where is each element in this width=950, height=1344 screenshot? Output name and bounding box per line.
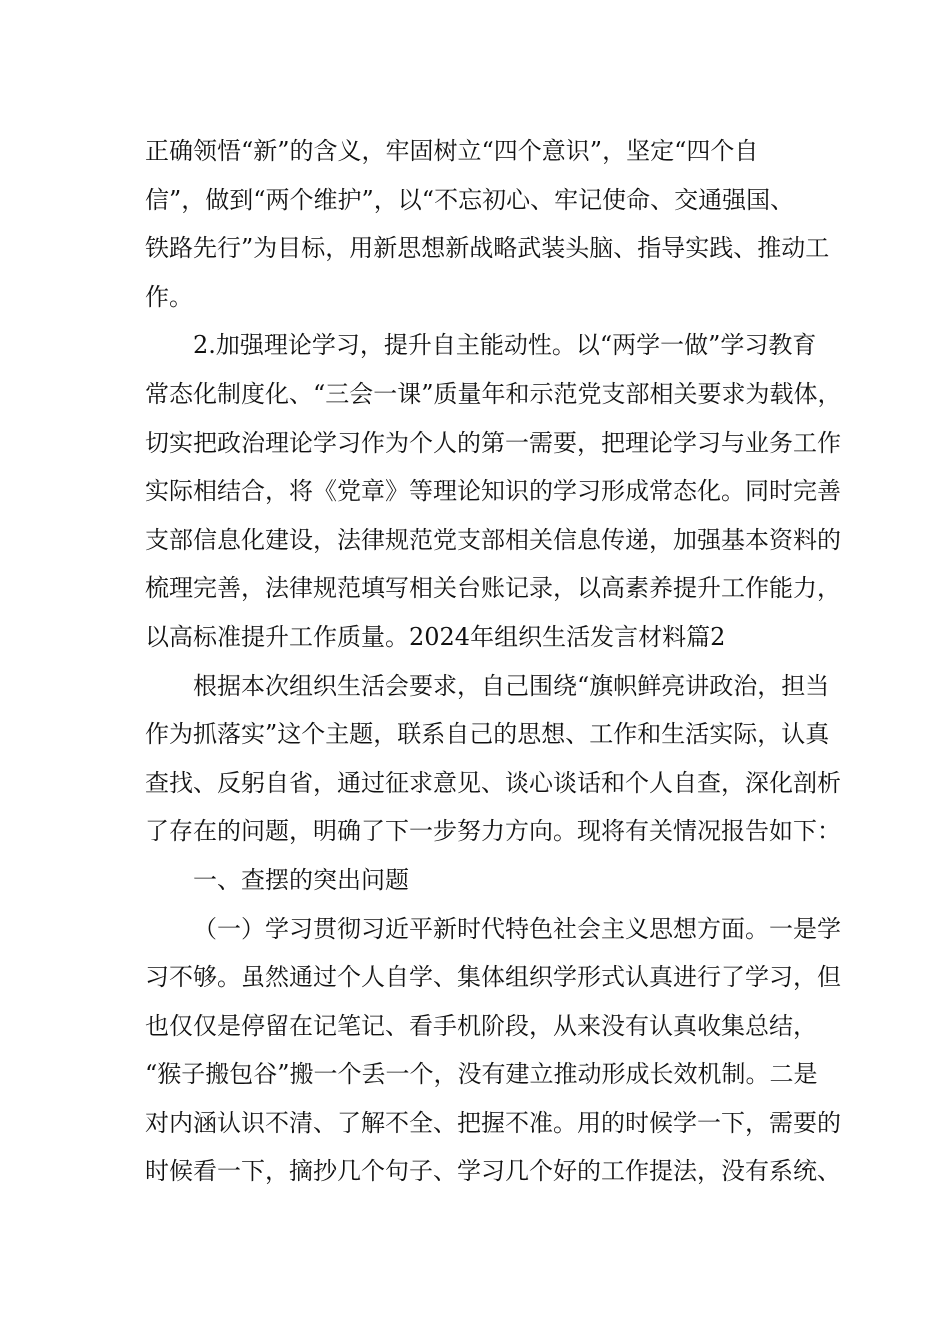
text-line: 作。 (145, 282, 193, 311)
text-line: 支部信息化建设，法律规范党支部相关信息传递，加强基本资料的 (145, 525, 841, 554)
text-line: 正确领悟“新”的含义，牢固树立“四个意识”，坚定“四个自 (145, 137, 759, 165)
document-body (145, 127, 842, 1196)
paragraph-start-line: 2.加强理论学习，提升自主能动性。以“两学一做”学习教育 (193, 331, 817, 360)
text-line: 常态化制度化、“三会一课”质量年和示范党支部相关要求为载体， (145, 379, 842, 408)
text-line: 梳理完善，法律规范填写相关台账记录，以高素养提升工作能力， (145, 574, 841, 603)
text-line: 时候看一下，摘抄几个句子、学习几个好的工作提法，没有系统、 (145, 1157, 841, 1186)
text-line: 信”，做到“两个维护”，以“不忘初心、牢记使命、交通强国、 (145, 185, 795, 214)
text-line: “猴子搬包谷”搬一个丢一个，没有建立推动形成长效机制。二是 (145, 1060, 818, 1089)
text-line: 对内涵认识不清、了解不全、把握不准。用的时候学一下，需要的 (145, 1108, 841, 1137)
text-line: 了存在的问题，明确了下一步努力方向。现将有关情况报告如下： (145, 817, 841, 846)
text-line: 以高标准提升工作质量。2024年组织生活发言材料篇2 (145, 622, 726, 651)
text-line: 作为抓落实”这个主题，联系自己的思想、工作和生活实际，认真 (145, 720, 830, 749)
text-line: 查找、反躬自省，通过征求意见、谈心谈话和个人自查，深化剖析 (145, 768, 841, 797)
text-line: 实际相结合，将《党章》等理论知识的学习形成常态化。同时完善 (145, 477, 841, 506)
text-line: 习不够。虽然通过个人自学、集体组织学形式认真进行了学习，但 (145, 963, 841, 992)
text-line: 切实把政治理论学习作为个人的第一需要，把理论学习与业务工作 (145, 428, 841, 457)
section-heading: 一、查摆的突出问题 (193, 865, 409, 894)
paragraph-start-line: （一）学习贯彻习近平新时代特色社会主义思想方面。一是学 (193, 914, 841, 943)
paragraph-start-line: 根据本次组织生活会要求，自己围绕“旗帜鲜亮讲政治，担当 (193, 671, 830, 700)
text-line: 也仅仅是停留在记笔记、看手机阶段，从来没有认真收集总结， (145, 1011, 817, 1040)
text-line: 铁路先行”为目标，用新思想新战略武装头脑、指导实践、推动工 (145, 234, 830, 263)
